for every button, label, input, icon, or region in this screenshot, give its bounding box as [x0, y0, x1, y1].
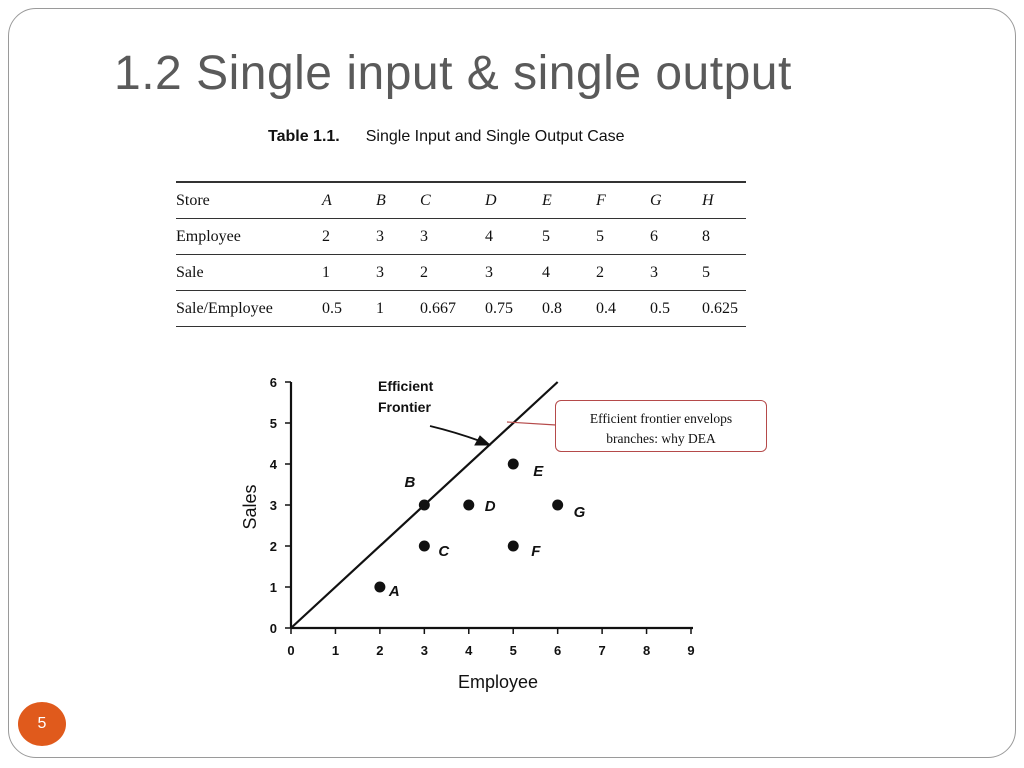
- table-cell: 2: [322, 227, 330, 245]
- y-axis-label: Sales: [240, 484, 260, 530]
- y-tick-label: 6: [269, 375, 277, 390]
- callout-pointer: [507, 422, 556, 425]
- point-label: A: [388, 583, 400, 600]
- data-point: [419, 500, 430, 511]
- table-cell: 0.667: [420, 299, 456, 317]
- table-cell: 2: [420, 263, 428, 281]
- data-point: [419, 541, 430, 552]
- x-tick-label: 7: [598, 643, 606, 658]
- x-tick-label: 4: [465, 643, 473, 658]
- y-tick-label: 2: [269, 539, 277, 554]
- x-tick-label: 5: [509, 643, 517, 658]
- table-cell: 0.8: [542, 299, 562, 317]
- point-label: C: [438, 543, 450, 560]
- table-cell: 4: [542, 263, 550, 281]
- page-number-badge: 5: [18, 702, 66, 746]
- data-point: [374, 582, 385, 593]
- x-tick-label: 1: [331, 643, 340, 658]
- table-cell: 3: [376, 227, 384, 245]
- data-point: [508, 541, 519, 552]
- callout-line-1: Efficient frontier envelops: [589, 411, 733, 426]
- table-cell: 3: [420, 227, 428, 245]
- x-tick-label: 9: [687, 643, 695, 658]
- table-cell: 0.75: [485, 299, 513, 317]
- table-row-label: Store: [176, 191, 210, 209]
- table-cell: 6: [650, 227, 658, 245]
- table-cell: B: [376, 191, 386, 209]
- y-tick-label: 1: [269, 580, 277, 595]
- x-tick-label: 6: [554, 643, 562, 658]
- annotation-arrow-shaft: [430, 426, 480, 441]
- table-cell: 4: [485, 227, 493, 245]
- table-cell: G: [650, 191, 662, 209]
- table-cell: 5: [596, 227, 604, 245]
- table-cell: H: [702, 191, 714, 209]
- y-tick-label: 3: [269, 498, 277, 513]
- x-tick-label: 2: [376, 643, 384, 658]
- x-tick-label: 0: [287, 643, 295, 658]
- data-point: [508, 459, 519, 470]
- table-row-label: Employee: [176, 227, 241, 245]
- data-point: [552, 500, 563, 511]
- table-cell: 5: [702, 263, 710, 281]
- frontier-annotation-line-2: Frontier: [378, 399, 431, 415]
- table-cell: 1: [322, 263, 330, 281]
- point-label: F: [531, 543, 541, 560]
- callout-box: [555, 400, 767, 452]
- data-point: [463, 500, 474, 511]
- slide-title: 1.2 Single input & single output: [114, 47, 792, 100]
- point-label: D: [484, 498, 496, 515]
- table-cell: E: [542, 191, 552, 209]
- table-cell: 8: [702, 227, 710, 245]
- frontier-annotation-line-1: Efficient: [378, 378, 434, 394]
- x-axis-label: Employee: [457, 672, 539, 692]
- table-cell: A: [322, 191, 332, 209]
- table-cell: 0.4: [596, 299, 616, 317]
- y-tick-label: 0: [269, 621, 277, 636]
- table-cell: 0.625: [702, 299, 738, 317]
- x-tick-label: 8: [642, 643, 651, 658]
- table-cell: 2: [596, 263, 604, 281]
- table-caption-label: Table 1.1.: [268, 128, 340, 145]
- table-cell: C: [420, 191, 431, 209]
- table-row-label: Sale: [176, 263, 204, 281]
- point-label: B: [404, 474, 416, 491]
- y-tick-label: 5: [269, 416, 277, 431]
- table-cell: 3: [485, 263, 493, 281]
- x-tick-label: 3: [420, 643, 428, 658]
- y-tick-label: 4: [269, 457, 277, 472]
- table-cell: D: [485, 191, 497, 209]
- annotation-arrow-head: [475, 436, 490, 445]
- table-cell: 3: [376, 263, 384, 281]
- table-cell: 0.5: [322, 299, 342, 317]
- point-label: G: [573, 504, 586, 521]
- table-cell: 3: [650, 263, 658, 281]
- table-caption-text: Single Input and Single Output Case: [365, 128, 625, 145]
- table-cell: 5: [542, 227, 550, 245]
- table-cell: 1: [376, 299, 384, 317]
- table-cell: 0.5: [650, 299, 670, 317]
- table-cell: F: [596, 191, 606, 209]
- table-row-label: Sale/Employee: [176, 299, 273, 317]
- callout-line-2: branches: why DEA: [606, 431, 716, 446]
- point-label: E: [533, 463, 544, 480]
